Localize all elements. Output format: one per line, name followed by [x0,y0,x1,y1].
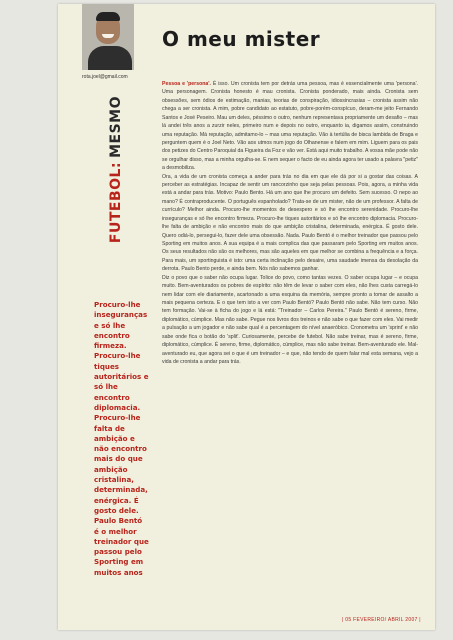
section-title-second: MESMO [108,96,124,158]
page-footer: | 05 FEVEREIRO/ ABRIL 2007 | [342,617,421,623]
article-paragraph [162,80,418,173]
section-title [104,96,128,246]
article-paragraph: Ora, a vida de um cronista começa a ander para trás no dia em que ele dá por si a gostar das coisas. A perceber as estratégias. Incapaz de sentir um rancorzinho que seja pelas pessoas. Pois, agora, a minha vida está a andar para trás. Motivo: Paulo Bento. Há um ano que lhe procuro um defeito. Sem sucesso. O nepo ao mano? É contraproducente. O português espanholado? Trata-se de um mister, não de um professor. A falta de currículo? Melhor ainda. Procuro-lhe momentos de desespero e só lhe encontro serenidade. Procuro-lhe inseguranças e só lhe encontro firmeza. Procuro-lhe tiques autoritários e só lhe encontro diplomacia. Procuro-lhe falta de ambição e não encontro mais do que ambição cristalina, determinada, enérgica. É gosto dele. Quero odiá-lo, persegui-lo, fazer dele uma obsessão. Nada. Paulo Bentó é o melhor treinador que passou pelo Sporting em muitos anos. A sua equipa é a mais complica das que passaram pelo Sporting em muitos anos. Os seus resultados não são os melhores, mas são aqueles em que melhor se combina a frequência e a força. Para mais, um sportinguista é isto: uma certa inclinação pelo desaire, uma saudade imensa da desolação da derrota. Paulo Bento perde, e ainda bem. Nós não sabemos ganhar. [162,173,418,273]
author-photo [82,4,134,70]
article-paragraph-text: É isso. Um cronista tem por detrás uma pessoa, mas é essencialmente uma 'persona'. Uma personagem. Cronista honesto é mau cronista. Cronista ponderado, mais ainda. Cronista sem obsessões, sem ódios de estimação, manias, teorias de conspiração, idiossincrasias – cronista assim não chega a ser cronista. A mim, pobre candidato ao estatuto, pobre-porém-conspícuo, deram-me jeito Fernando Santos e José Peseiro. Mau um deles, péssimo o outro, nenhum representava propriamente um desafio – mas lá andei três anos a zurzir neles, primeiro num e depois no outro, enquanto ia, digamos assim, construindo uma reputação. Má reputação, admitamo-lo – mas uma reputação. Vão à tertúlia de bisca lambida de Braga e perguntem quem é o Joel Neto. Vão aos utmos num jogo do Olhanense e falem em mim. Liguem para os pais dos petizes do Centro Paroquial da Figueira da Foz e vão ver. Está aqui muito trabalho. A vossa mãe pode não se orgulhar disso, mas a minha orgulha-se. E nem sequer o facto de eu ainda agora ter usado a palavra "petiz" a desmobiliza. [162,81,418,172]
author-hair [96,12,120,21]
section-title-first: FUTEBOL: [108,161,124,244]
author-email: rota.joel@gmail.com [82,74,128,80]
article-paragraph: Diz o povo que o saber não ocupa lugar. Tolice do povo, como tantas vezes. O saber ocupa lugar – e ocupa muito. Bem-aventurados os pobres de espírito: não têm de levar o saber com eles, não lhes custa carregá-lo nem lidar com ele diariamente, acartonado a uma esquina da memória, sempre pronto a tomar de assalto a mais pequena certeza. E o que tem isto a ver com Paulo Bentó? Paulo Bentó não sabe. Não tem curso. Não tem formação. Vai-se à ficha do jogo e lá está: "Treinador – Carlos Pereira." Paulo Bentó é sereno, firme, diplomático, cúmplice. Mas não sabe. Pegue nos livros dos treinos e não sabe o que fazer com eles. Vai medir a pulsação a um jogador e não sabe qual é a percentagem do nível anaeróbico. Cronometra um 'sprint' e não sabe onde fica o botão do 'split'. Curiosamente, percebe de futebol. Não sabe treinar, mas é sereno, firme, diplomático, cúmplice. É sereno, firme, diplomático, cúmplice, mas não sabe treinar. Bem-aventurado ele. Mal-aventurado eu, que agora sei o que é um treinador – e que, não tendo de quem falar mal esta semana, vejo a vida de cronista a andar para trás. [162,274,418,365]
author-shirt [88,46,132,70]
magazine-page [58,4,435,630]
article-lead: Pessoa e 'persona'. [162,81,211,87]
pull-quote: Procuro-lhe inseguranças e só lhe encontro firmeza. Procuro-lhe tiques autoritários e só lhe encontro diplomacia. Procuro-lhe falta de ambição e não encontro mais do que ambição cristalina, determinada, enérgica. É gosto dele. Paulo Bentó é o melhor treinador que passou pelo Sporting em muitos anos [94,300,149,577]
headline: O meu mister [162,27,321,51]
article-body [162,80,418,366]
